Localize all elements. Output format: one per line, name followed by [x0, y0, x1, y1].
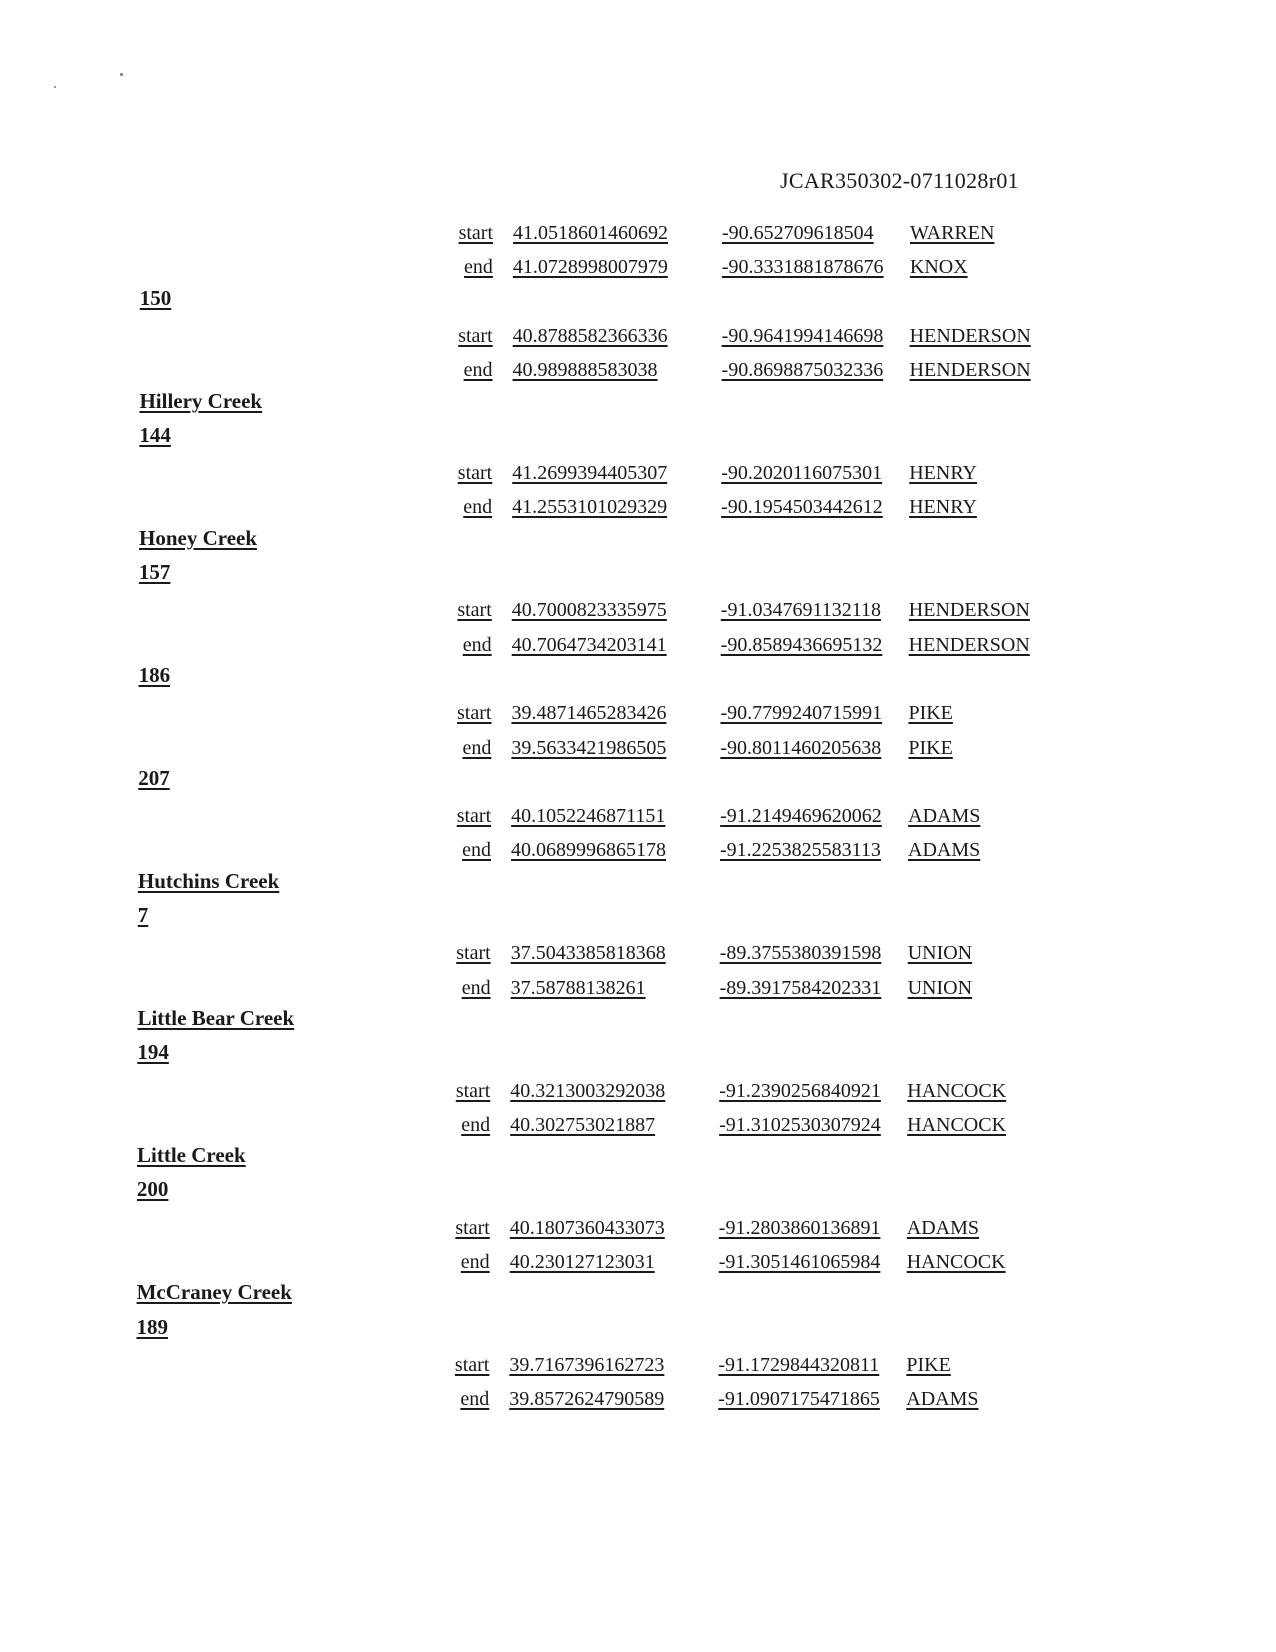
- latitude-value: 40.8788582366336: [512, 324, 668, 347]
- longitude-value: -90.8011460205638: [720, 736, 882, 759]
- coordinate-row: [0, 733, 1276, 763]
- latitude-value: 41.2553101029329: [512, 496, 668, 519]
- point-type: end: [462, 633, 492, 656]
- coordinate-row: [0, 252, 1276, 282]
- coordinate-row: [0, 218, 1276, 248]
- latitude-value: 39.4871465283426: [511, 702, 667, 725]
- longitude-value: -90.9641994146698: [721, 324, 884, 347]
- longitude-value: -91.3102530307924: [719, 1113, 881, 1136]
- county-name: HENRY: [909, 462, 978, 485]
- point-type: start: [458, 222, 493, 244]
- segment-id: 150: [139, 285, 172, 310]
- county-name: HENDERSON: [908, 599, 1030, 622]
- point-type: start: [454, 1353, 490, 1376]
- county-name: HENDERSON: [909, 359, 1031, 382]
- coordinate-row: [0, 630, 1276, 660]
- coordinate-row: [0, 938, 1276, 968]
- segment-id: 200: [136, 1177, 169, 1202]
- segment-id: 186: [138, 662, 171, 687]
- longitude-value: -90.1954503442612: [721, 496, 883, 519]
- point-type: end: [461, 1113, 491, 1136]
- coordinate-row: [0, 458, 1276, 488]
- point-type: start: [457, 462, 493, 485]
- point-type: end: [463, 256, 493, 279]
- longitude-value: -91.2253825583113: [720, 839, 881, 862]
- coordinate-row: [0, 801, 1276, 831]
- point-type: end: [463, 496, 493, 519]
- county-name: KNOX: [909, 256, 968, 279]
- latitude-value: 41.2699394405307: [512, 462, 668, 485]
- coordinate-row: [0, 1350, 1276, 1380]
- stream-name: Honey Creek: [139, 525, 258, 550]
- county-name: HANCOCK: [907, 1079, 1007, 1102]
- latitude-value: 41.0518601460692: [513, 222, 668, 244]
- coordinate-row: [0, 355, 1276, 385]
- county-name: PIKE: [908, 736, 953, 759]
- coordinate-row: [0, 321, 1276, 351]
- document-id: JCAR350302-0711028r01: [780, 168, 1019, 193]
- longitude-value: -91.2390256840921: [719, 1079, 881, 1102]
- county-name: UNION: [907, 976, 973, 999]
- longitude-value: -90.3331881878676: [721, 256, 884, 279]
- coordinate-row: [0, 698, 1276, 728]
- segment-id: 194: [137, 1040, 169, 1065]
- longitude-value: -90.2020116075301: [721, 462, 883, 485]
- county-name: HENDERSON: [908, 633, 1030, 656]
- county-name: UNION: [907, 942, 973, 965]
- longitude-value: -91.0347691132118: [720, 599, 881, 622]
- point-type: end: [462, 736, 492, 759]
- segment-id: 7: [137, 903, 149, 927]
- scan-speck: [54, 86, 56, 88]
- longitude-value: -89.3755380391598: [719, 942, 882, 965]
- latitude-value: 37.5043385818368: [510, 942, 666, 965]
- longitude-value: -90.8698875032336: [721, 359, 884, 382]
- latitude-value: 39.7167396162723: [509, 1353, 665, 1376]
- county-name: ADAMS: [906, 1216, 980, 1239]
- coordinate-row: [0, 1247, 1276, 1277]
- latitude-value: 40.7000823335975: [511, 599, 667, 622]
- point-type: start: [455, 1216, 490, 1239]
- stream-name: Little Bear Creek: [137, 1005, 295, 1030]
- latitude-value: 37.58788138261: [510, 976, 646, 999]
- latitude-value: 40.7064734203141: [511, 633, 667, 656]
- county-name: PIKE: [906, 1353, 951, 1376]
- county-name: HENRY: [909, 496, 977, 519]
- longitude-value: -91.2803860136891: [718, 1216, 881, 1239]
- point-type: end: [463, 359, 493, 382]
- coordinate-row: [0, 835, 1276, 865]
- point-type: start: [456, 805, 492, 828]
- coordinate-row: [0, 1110, 1276, 1140]
- point-type: end: [460, 1251, 490, 1273]
- segment-id: 189: [136, 1314, 168, 1339]
- latitude-value: 40.3213003292038: [510, 1079, 666, 1102]
- stream-name: McCraney Creek: [136, 1280, 292, 1305]
- latitude-value: 40.1052246871151: [511, 805, 666, 828]
- coordinate-row: [0, 1076, 1276, 1106]
- segment-id: 157: [138, 560, 171, 584]
- point-type: start: [457, 702, 492, 725]
- coordinate-row: [0, 973, 1276, 1003]
- stream-name: Little Creek: [137, 1143, 246, 1168]
- stream-name: Hillery Creek: [139, 388, 263, 413]
- point-type: end: [460, 1388, 490, 1411]
- segment-id: 144: [139, 422, 171, 447]
- county-name: ADAMS: [908, 839, 981, 862]
- longitude-value: -91.0907175471865: [718, 1388, 880, 1411]
- latitude-value: 40.302753021887: [510, 1113, 656, 1136]
- county-name: HENDERSON: [909, 324, 1031, 347]
- point-type: start: [457, 599, 492, 622]
- county-name: PIKE: [908, 702, 953, 725]
- point-type: end: [462, 839, 492, 862]
- county-name: ADAMS: [906, 1388, 979, 1411]
- point-type: start: [458, 324, 493, 347]
- latitude-value: 40.0689996865178: [511, 839, 667, 862]
- longitude-value: -90.652709618504: [722, 222, 874, 244]
- latitude-value: 40.1807360433073: [509, 1216, 665, 1239]
- segment-id: 207: [138, 765, 170, 790]
- stream-name: Hutchins Creek: [137, 868, 280, 893]
- latitude-value: 40.989888583038: [512, 359, 658, 382]
- latitude-value: 39.5633421986505: [511, 736, 667, 759]
- longitude-value: -90.8589436695132: [720, 633, 883, 656]
- county-name: WARREN: [910, 222, 995, 244]
- longitude-value: -90.7799240715991: [720, 702, 883, 725]
- point-type: end: [461, 976, 491, 999]
- coordinate-row: [0, 1213, 1276, 1243]
- coordinate-row: [0, 492, 1276, 522]
- coordinate-row: [0, 1384, 1276, 1414]
- longitude-value: -91.3051461065984: [718, 1251, 881, 1273]
- point-type: start: [456, 942, 491, 965]
- latitude-value: 39.8572624790589: [509, 1388, 665, 1411]
- longitude-value: -89.3917584202331: [719, 976, 882, 999]
- coordinate-row: [0, 595, 1276, 625]
- latitude-value: 40.230127123031: [509, 1251, 655, 1273]
- longitude-value: -91.2149469620062: [720, 805, 882, 828]
- point-type: start: [455, 1079, 491, 1102]
- county-name: HANCOCK: [906, 1251, 1006, 1273]
- county-name: HANCOCK: [907, 1113, 1007, 1136]
- latitude-value: 41.0728998007979: [512, 256, 668, 279]
- county-name: ADAMS: [908, 805, 981, 828]
- longitude-value: -91.1729844320811: [718, 1353, 880, 1376]
- scan-speck: [120, 73, 123, 76]
